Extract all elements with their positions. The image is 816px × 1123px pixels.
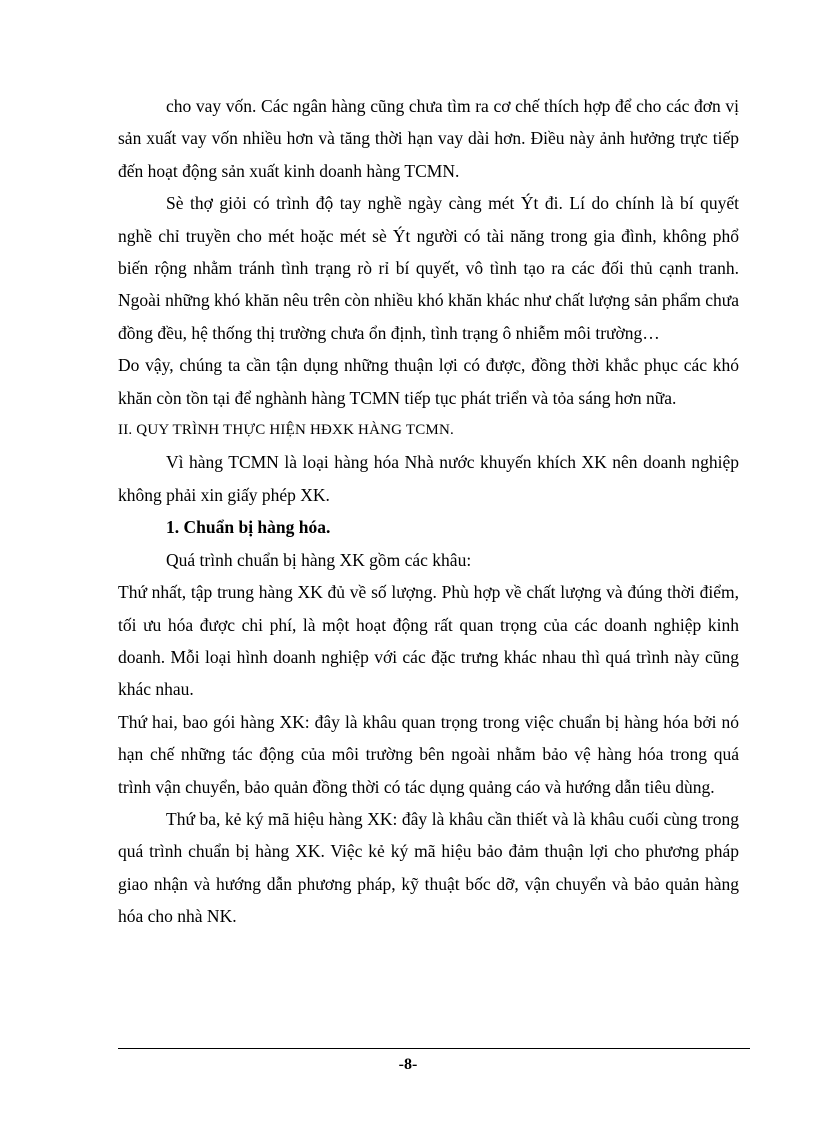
step-second: Thứ hai, bao gói hàng XK: đây là khâu quan trọng trong việc chuẩn bị hàng hóa bởi nó hạn chế những tác động của môi trường bên ngoài nhằm bảo vệ hàng hóa trong quá trình vận chuyển, bảo quản đồng thời có tác dụng quảng cáo và hướng dẫn tiêu dùng.: [118, 711, 739, 797]
step-first: Thứ nhất, tập trung hàng XK đủ về số lượng. Phù hợp về chất lượng và đúng thời điểm, tối ưu hóa được chi phí, là một hoạt động rất quan trọng của các doanh nghiệp kinh doanh. Mỗi loại hình doanh nghiệp với các đặc trưng khác nhau thì quá trình này cũng khác nhau.: [118, 582, 739, 700]
paragraph-skilled-workers: Sè thợ giỏi có trình độ tay nghề ngày càng mét Ýt đi. Lí do chính là bí quyết nghề chỉ truyền cho mét hoặc mét sè Ýt người có tài năng trong gia đình, không phổ biến rộng nhằm tránh tình trạng rò rỉ bí quyết, vô tình tạo ra các đối thủ cạnh tranh. Ngoài những khó khăn nêu trên còn nhiều khó khăn khác như chất lượng sản phẩm chưa đồng đều, hệ thống thị trường chưa ổn định, tình trạng ô nhiễm môi trường…: [118, 193, 739, 343]
section-heading: II. QUY TRÌNH THỰC HIỆN HĐXK HÀNG TCMN.: [118, 422, 454, 439]
subsection-intro: Quá trình chuẩn bị hàng XK gồm các khâu:: [166, 549, 472, 570]
footer-divider: [118, 1048, 750, 1049]
paragraph-conclusion: Do vậy, chúng ta cần tận dụng những thuận lợi có được, đồng thời khắc phục các khó khăn còn tồn tại để nghành hàng TCMN tiếp tục phát triển và tỏa sáng hơn nữa.: [118, 355, 739, 408]
page-number: -8-: [398, 1056, 418, 1073]
step-third: Thứ ba, kẻ ký mã hiệu hàng XK: đây là khâu cần thiết và là khâu cuối cùng trong quá trình chuẩn bị hàng XK. Việc kẻ ký mã hiệu bảo đảm thuận lợi cho phương pháp giao nhận và hướng dẫn phương pháp, kỹ thuật bốc dỡ, vận chuyển và bảo quản hàng hóa cho nhà NK.: [118, 808, 739, 927]
subsection-heading: 1. Chuẩn bị hàng hóa.: [166, 517, 331, 538]
section-intro: Vì hàng TCMN là loại hàng hóa Nhà nước khuyến khích XK nên doanh nghiệp không phải xin giấy phép XK.: [118, 452, 739, 505]
document-body: [118, 90, 739, 933]
paragraph-bank-loans: cho vay vốn. Các ngân hàng cũng chưa tìm ra cơ chế thích hợp để cho các đơn vị sản xuất vay vốn nhiều hơn và tăng thời hạn vay dài hơn. Điều này ảnh hưởng trực tiếp đến hoạt động sản xuất kinh doanh hàng TCMN.: [118, 96, 739, 181]
